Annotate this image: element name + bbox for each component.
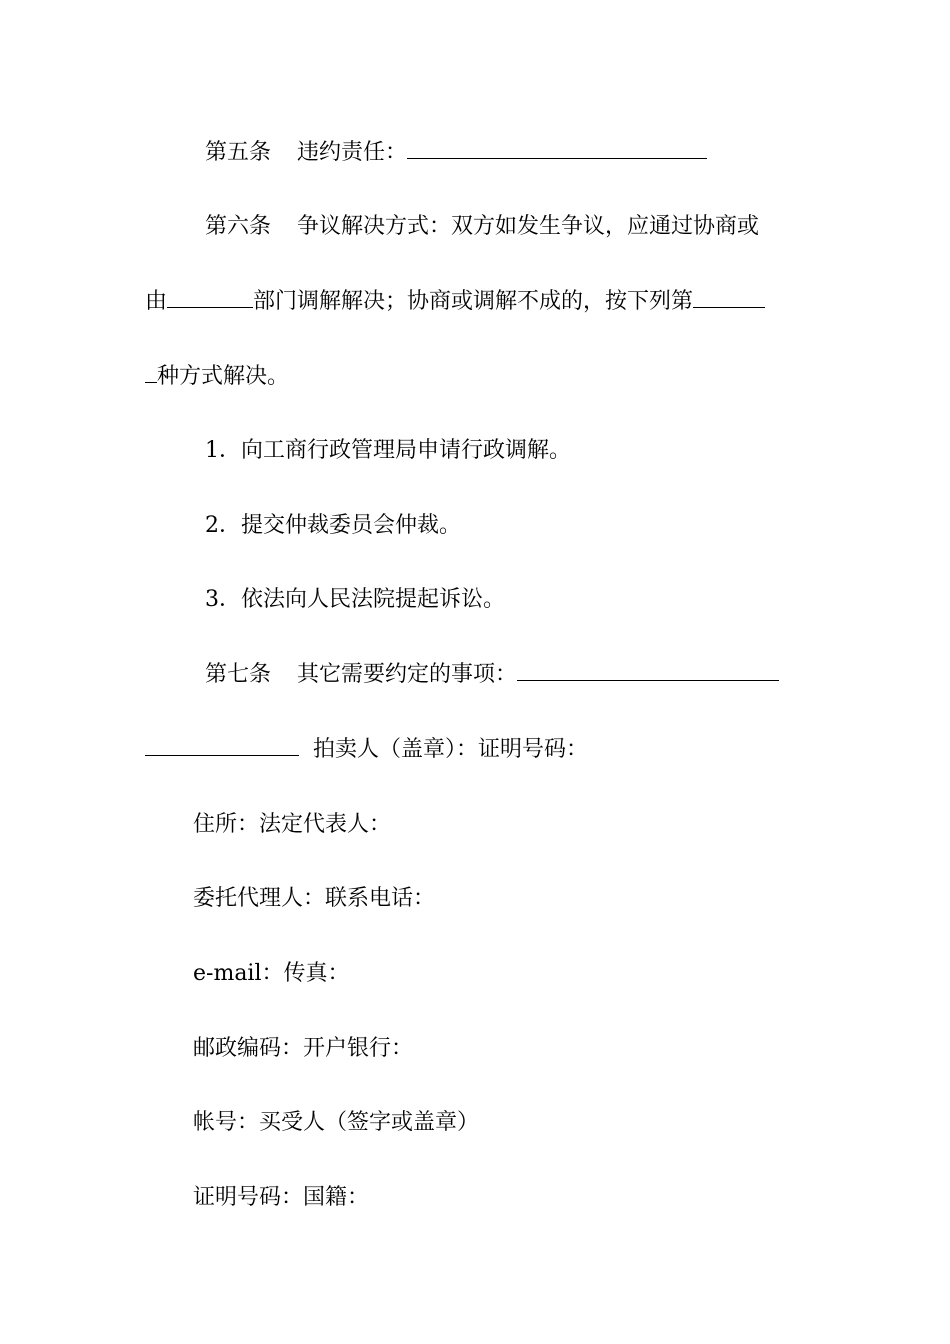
seller-line	[145, 735, 950, 765]
article-7-heading: 第七条	[205, 662, 272, 687]
article-6-option-blank-b	[145, 362, 157, 383]
article-6-line-1	[205, 212, 950, 242]
option-3: 3．依法向人民法院提起诉讼。	[205, 587, 505, 612]
field-email: e-mail：传真：	[193, 961, 350, 986]
article-5-label: 违约责任：	[297, 140, 408, 165]
article-6-department-blank	[167, 287, 253, 308]
article-6-text-2-mid: 部门调解解决；协商或调解不成的，按下列第	[253, 289, 694, 314]
article-6-line-3	[145, 362, 950, 392]
field-postal: 邮政编码：开户银行：	[193, 1036, 414, 1061]
article-5-heading: 第五条	[205, 140, 272, 165]
article-7-blank-b	[145, 735, 299, 756]
field-address: 住所：法定代表人：	[193, 812, 392, 837]
article-7-label: 其它需要约定的事项：	[297, 662, 518, 687]
article-7-line	[205, 660, 950, 690]
article-6-text-2-start: 由	[145, 289, 168, 314]
field-agent: 委托代理人：联系电话：	[193, 886, 436, 911]
article-7-blank-a	[517, 660, 779, 681]
option-1: 1．向工商行政管理局申请行政调解。	[205, 438, 571, 463]
seller-text: 拍卖人（盖章）：证明号码：	[313, 737, 589, 762]
article-6-text-1: 争议解决方式：双方如发生争议，应通过协商或	[297, 214, 760, 239]
article-5-line	[205, 138, 950, 168]
article-6-text-3: 种方式解决。	[157, 364, 290, 389]
article-6-option-blank-a	[693, 287, 765, 308]
article-6-line-2	[145, 287, 950, 317]
option-2: 2．提交仲裁委员会仲裁。	[205, 513, 461, 538]
field-account: 帐号：买受人（签字或盖章）	[193, 1110, 480, 1135]
field-id: 证明号码：国籍：	[193, 1185, 370, 1210]
article-6-heading: 第六条	[205, 214, 272, 239]
article-5-blank	[407, 138, 707, 159]
